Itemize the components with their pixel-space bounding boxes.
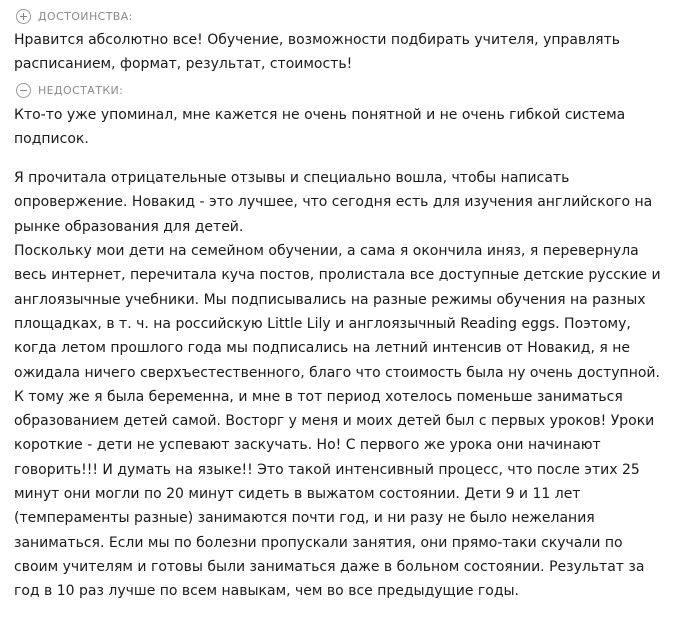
pros-text — [14, 28, 682, 77]
review-line: когда летом прошлого года мы подписались на летний интенсив от Новакид, я не — [14, 340, 630, 357]
review-card — [14, 0, 682, 604]
review-line: рынке образования для детей. — [14, 218, 244, 235]
cons-header — [16, 79, 682, 103]
minus-circle-icon — [16, 83, 31, 98]
review-line: говорить!!! И думать на языке!! Это такой интенсивный процесс, что после этих 25 — [14, 461, 640, 478]
review-line: своим учителям и готовы были заниматься даже в больном состоянии. Результат за — [14, 558, 645, 575]
review-line: опровержение. Новакид - это лучшее, что сегодня есть для изучения английского на — [14, 194, 653, 211]
review-line: ожидала ничего сверхъестественного, благо что стоимость была ну очень доступной. — [14, 364, 660, 381]
review-line: минут они могли по 20 минут сидеть в выжатом состоянии. Дети 9 и 11 лет — [14, 486, 581, 503]
pros-line: расписанием, формат, результат, стоимость! — [14, 56, 353, 73]
review-text — [14, 166, 682, 603]
review-line: Поскольку мои дети на семейном обучении, а сама я окончила иняз, я перевернула — [14, 243, 639, 260]
pros-line: Нравится абсолютно все! Обучение, возможности подбирать учителя, управлять — [14, 32, 621, 48]
review-line: год в 10 раз лучше по всем навыкам, чем во все предыдущие годы. — [14, 583, 520, 600]
review-line: образованием детей самой. Восторг у меня и моих детей был с первых уроков! Уроки — [14, 413, 655, 430]
review-line: площадках, в т. ч. на российскую Little Lily и англоязычный Reading eggs. Поэтому, — [14, 315, 631, 332]
review-line: (темпераменты разные) занимаются почти год, и ни разу не было нежелания — [14, 510, 595, 527]
plus-circle-icon — [16, 9, 31, 24]
cons-line: подписок. — [14, 130, 89, 147]
review-line: К тому же я была беременна, и мне в тот период хотелось поменьше заниматься — [14, 388, 623, 405]
cons-label: НЕДОСТАТКИ: — [38, 84, 124, 98]
review-line: короткие - дети не успевают заскучать. Но! С первого же урока они начинают — [14, 437, 601, 454]
review-line: англоязычные учебники. Мы подписывались на разные режимы обучения на разных — [14, 291, 646, 308]
review-line: Я прочитала отрицательные отзывы и специально вошла, чтобы написать — [14, 170, 570, 187]
review-line: весь интернет, перечитала куча постов, пролистала все доступные детские русские и — [14, 267, 661, 284]
pros-label: ДОСТОИНСТВА: — [38, 9, 133, 23]
review-line: заниматься. Если мы по болезни пропускали занятия, они прямо-таки скучали по — [14, 534, 623, 551]
cons-line: Кто-то уже упоминал, мне кажется не очень понятной и не очень гибкой система — [14, 106, 626, 123]
cons-text — [14, 103, 682, 152]
pros-header — [16, 4, 682, 28]
